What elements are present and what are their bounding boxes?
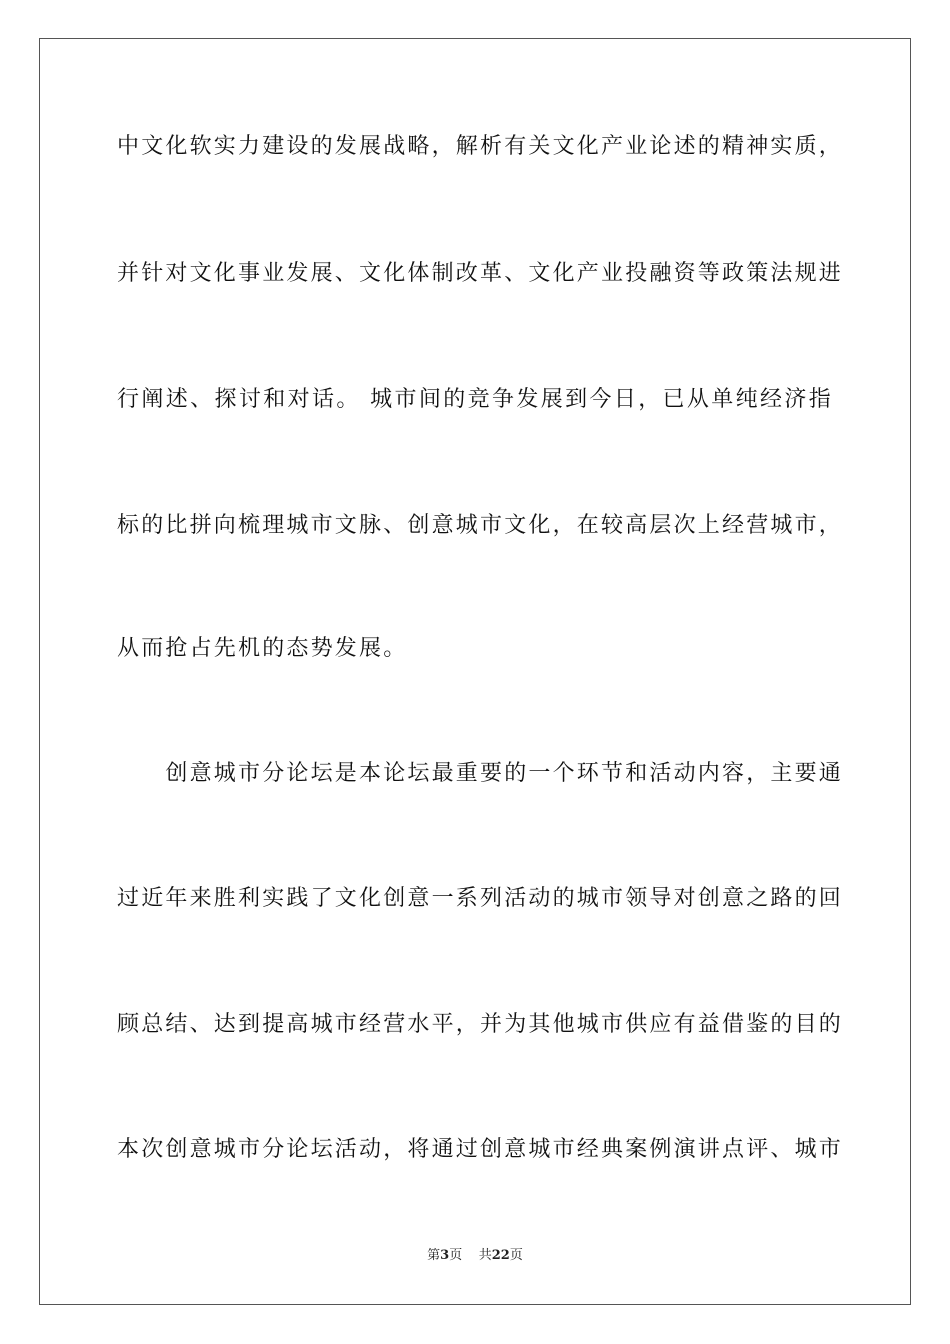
body-text-line: 并针对文化事业发展、文化体制改革、文化产业投融资等政策法规进: [117, 261, 844, 286]
total-label: 共: [478, 1248, 492, 1263]
page-number: 3: [440, 1248, 450, 1263]
body-text-line: 本次创意城市分论坛活动，将通过创意城市经典案例演讲点评、城市: [117, 1137, 844, 1162]
body-text-line: 创意城市分论坛是本论坛最重要的一个环节和活动内容，主要通: [117, 761, 844, 786]
body-text-line: 过近年来胜利实践了文化创意一系列活动的城市领导对创意之路的回: [117, 886, 844, 911]
total-pages: 22: [491, 1248, 510, 1263]
body-text-line: 行阐述、探讨和对话。 城市间的竞争发展到今日，已从单纯经济指: [117, 387, 833, 412]
body-text-line: 从而抢占先机的态势发展。: [117, 636, 408, 661]
page-unit: 页: [449, 1248, 463, 1263]
total-unit: 页: [509, 1248, 523, 1263]
page-footer: [0, 1247, 950, 1265]
page-border: [39, 38, 911, 1305]
body-text-line: 标的比拼向梳理城市文脉、创意城市文化，在较高层次上经营城市，: [117, 513, 844, 538]
body-text-line: 中文化软实力建设的发展战略，解析有关文化产业论述的精神实质，: [117, 134, 844, 159]
page-label: 第: [427, 1248, 441, 1263]
body-text-line: 顾总结、达到提高城市经营水平，并为其他城市供应有益借鉴的目的: [117, 1012, 844, 1037]
